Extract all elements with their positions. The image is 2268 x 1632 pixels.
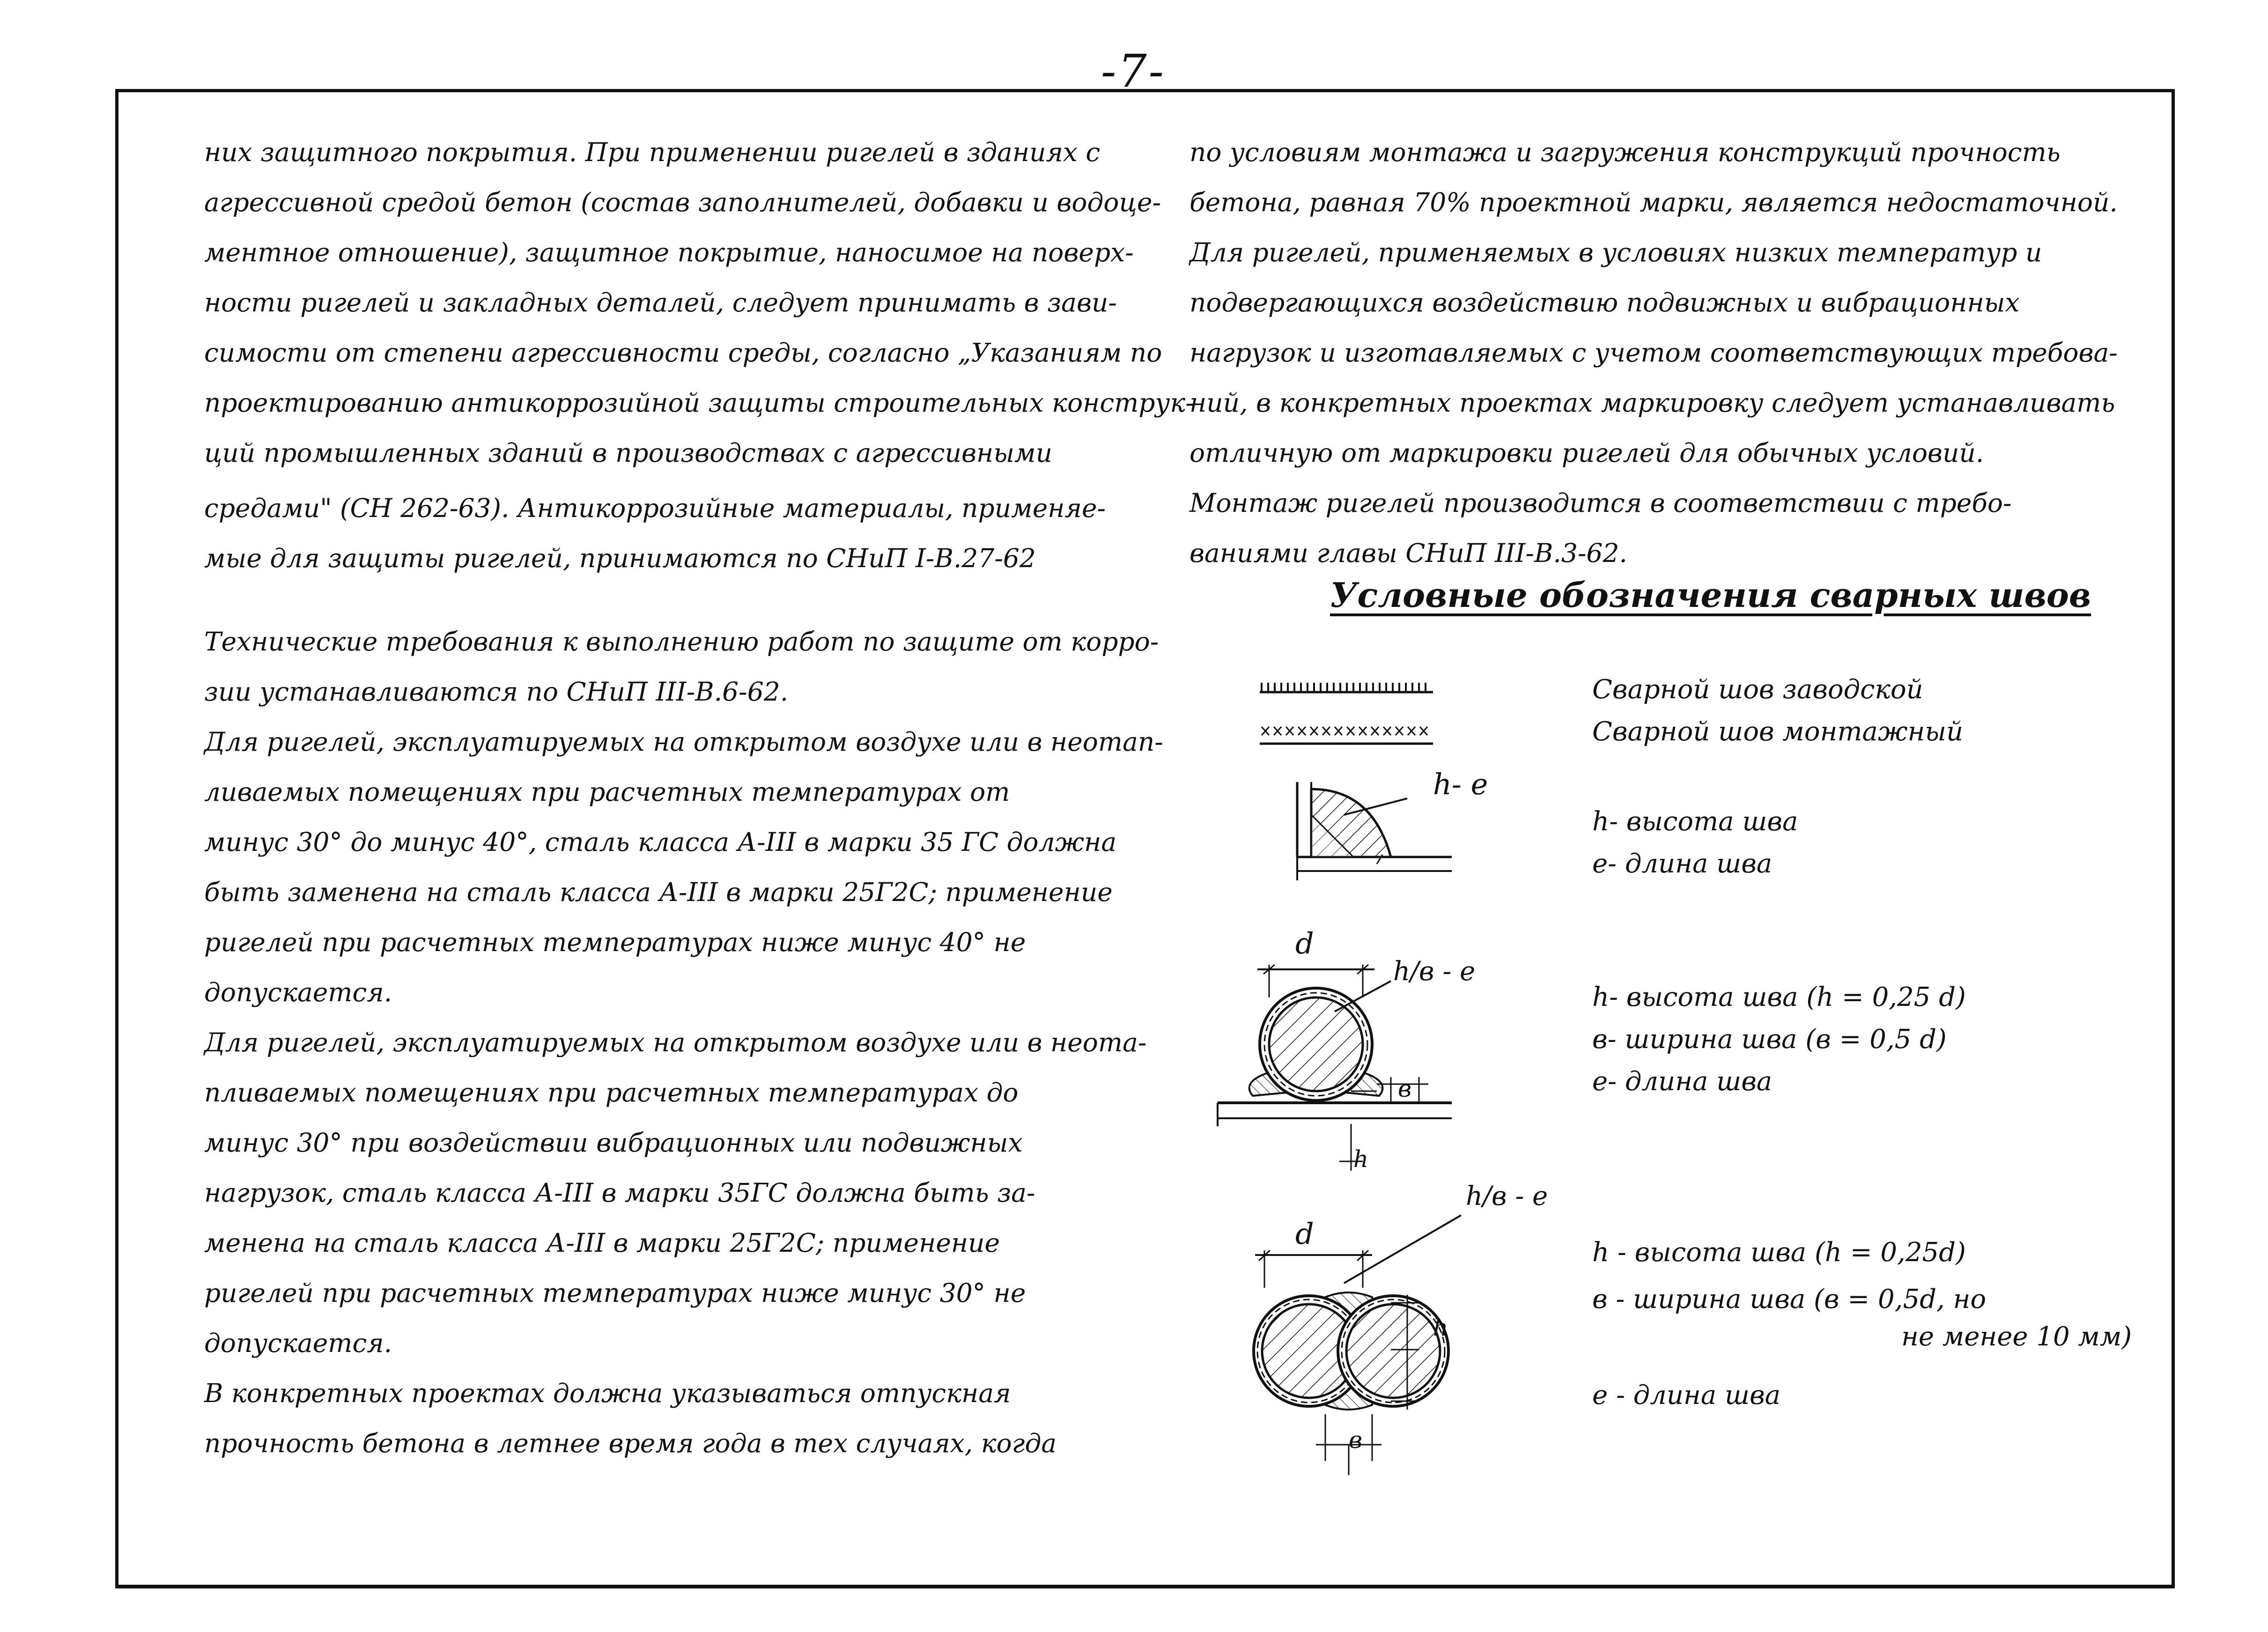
text-line: прочность бетона в летнее время года в тех случаях, когда xyxy=(204,1428,1057,1458)
text-line: ригелей при расчетных температурах ниже минус 40° не xyxy=(204,927,1026,957)
fig2-line-2: в- ширина шва (в = 0,5 d) xyxy=(1592,1024,1947,1055)
two-bar-weld-figure xyxy=(1218,1171,1555,1499)
text-line: нагрузок и изготавляемых с учетом соответствующих требова- xyxy=(1189,338,2118,368)
text-line: ментное отношение), защитное покрытие, наносимое на поверх- xyxy=(204,237,1134,267)
text-line: проектированию антикоррозийной защиты строительных конструк- xyxy=(204,388,1194,418)
site-weld-label: Сварной шов монтажный xyxy=(1592,716,1964,747)
text-line: по условиям монтажа и загружения конструкций прочность xyxy=(1189,137,2061,167)
fig3-line-4: e - длина шва xyxy=(1592,1380,1780,1410)
text-line: ваниями главы СНиП III-В.3-62. xyxy=(1189,538,1627,568)
weld-symbols-icon xyxy=(1255,674,1452,754)
fig3-frac-label: h/в - e xyxy=(1466,1181,1548,1211)
text-line: средами" (СН 262-63). Антикоррозийные материалы, применяе- xyxy=(204,493,1106,523)
text-line: бетона, равная 70% проектной марки, является недостаточной. xyxy=(1189,187,2118,217)
fig3-line-3: не менее 10 мм) xyxy=(1901,1322,2132,1352)
fig3-b-label: в xyxy=(1349,1426,1363,1454)
text-line: ригелей при расчетных температурах ниже минус 30° не xyxy=(204,1278,1026,1308)
text-line: мые для защиты ригелей, принимаются по СНиП I-В.27-62 xyxy=(204,543,1036,573)
text-line: зии устанавливаются по СНиП III-В.6-62. xyxy=(204,677,789,707)
fig1-line-2: e- длина шва xyxy=(1592,849,1773,879)
text-line: ний, в конкретных проектах маркировку следует устанавливать xyxy=(1189,388,2115,418)
fig2-b-label: в xyxy=(1398,1075,1412,1102)
fig3-line-2: в - ширина шва (в = 0,5d, но xyxy=(1592,1284,1987,1314)
fig2-frac-label: h/в - e xyxy=(1393,956,1476,987)
factory-weld-label: Сварной шов заводской xyxy=(1592,674,1923,705)
text-line: минус 30° до минус 40°, сталь класса А-III в марки 35 ГС должна xyxy=(204,827,1117,857)
text-line: допускается. xyxy=(204,977,392,1007)
fig2-line-3: e- длина шва xyxy=(1592,1066,1773,1097)
text-line: Для ригелей, применяемых в условиях низких температур и xyxy=(1189,237,2042,267)
fig1-line-1: h- высота шва xyxy=(1592,806,1798,837)
text-line: минус 30° при воздействии вибрационных или подвижных xyxy=(204,1128,1023,1158)
text-line: пливаемых помещениях при расчетных температурах до xyxy=(204,1078,1019,1108)
fig3-line-1: h - высота шва (h = 0,25d) xyxy=(1592,1237,1966,1268)
text-line: нагрузок, сталь класса А-III в марки 35ГС должна быть за- xyxy=(204,1178,1035,1208)
fig2-line-1: h- высота шва (h = 0,25 d) xyxy=(1592,982,1966,1012)
text-line: агрессивной средой бетон (состав заполнителей, добавки и водоце- xyxy=(204,187,1161,217)
legend-title: Условные обозначения сварных швов xyxy=(1330,575,2091,615)
text-line: ливаемых помещениях при расчетных температурах от xyxy=(204,777,1010,807)
page-number: -7- xyxy=(1101,45,1166,97)
text-line: отличную от маркировки ригелей для обычных условий. xyxy=(1189,438,1984,468)
text-line: В конкретных проектах должна указываться отпускная xyxy=(204,1378,1011,1408)
text-line: Технические требования к выполнению работ по защите от корро- xyxy=(204,627,1159,657)
text-line: них защитного покрытия. При применении ригелей в зданиях с xyxy=(204,137,1101,167)
text-line: Для ригелей, эксплуатируемых на открытом воздухе или в неота- xyxy=(204,1027,1147,1057)
text-line: Для ригелей, эксплуатируемых на открытом воздухе или в неотап- xyxy=(204,727,1163,757)
fig3-d-label: d xyxy=(1295,1217,1314,1251)
fig2-d-label: d xyxy=(1295,926,1314,960)
text-line: допускается. xyxy=(204,1328,392,1358)
fig2-h-label: h xyxy=(1353,1145,1369,1173)
text-line: подвергающихся воздействию подвижных и вибрационных xyxy=(1189,288,2020,318)
fig1-label: h- e xyxy=(1433,767,1488,801)
text-line: быть заменена на сталь класса А-III в марки 25Г2С; применение xyxy=(204,877,1113,907)
fig3-h-label: h xyxy=(1433,1314,1448,1341)
text-line: менена на сталь класса А-III в марки 25Г2С; применение xyxy=(204,1228,1000,1258)
text-line: ности ригелей и закладных деталей, следует принимать в зави- xyxy=(204,288,1117,318)
text-line: Монтаж ригелей производится в соответствии с требо- xyxy=(1189,488,2012,518)
text-line: симости от степени агрессивности среды, согласно „Указаниям по xyxy=(204,338,1162,368)
text-line: ций промышленных зданий в производствах с агрессивными xyxy=(204,438,1053,468)
